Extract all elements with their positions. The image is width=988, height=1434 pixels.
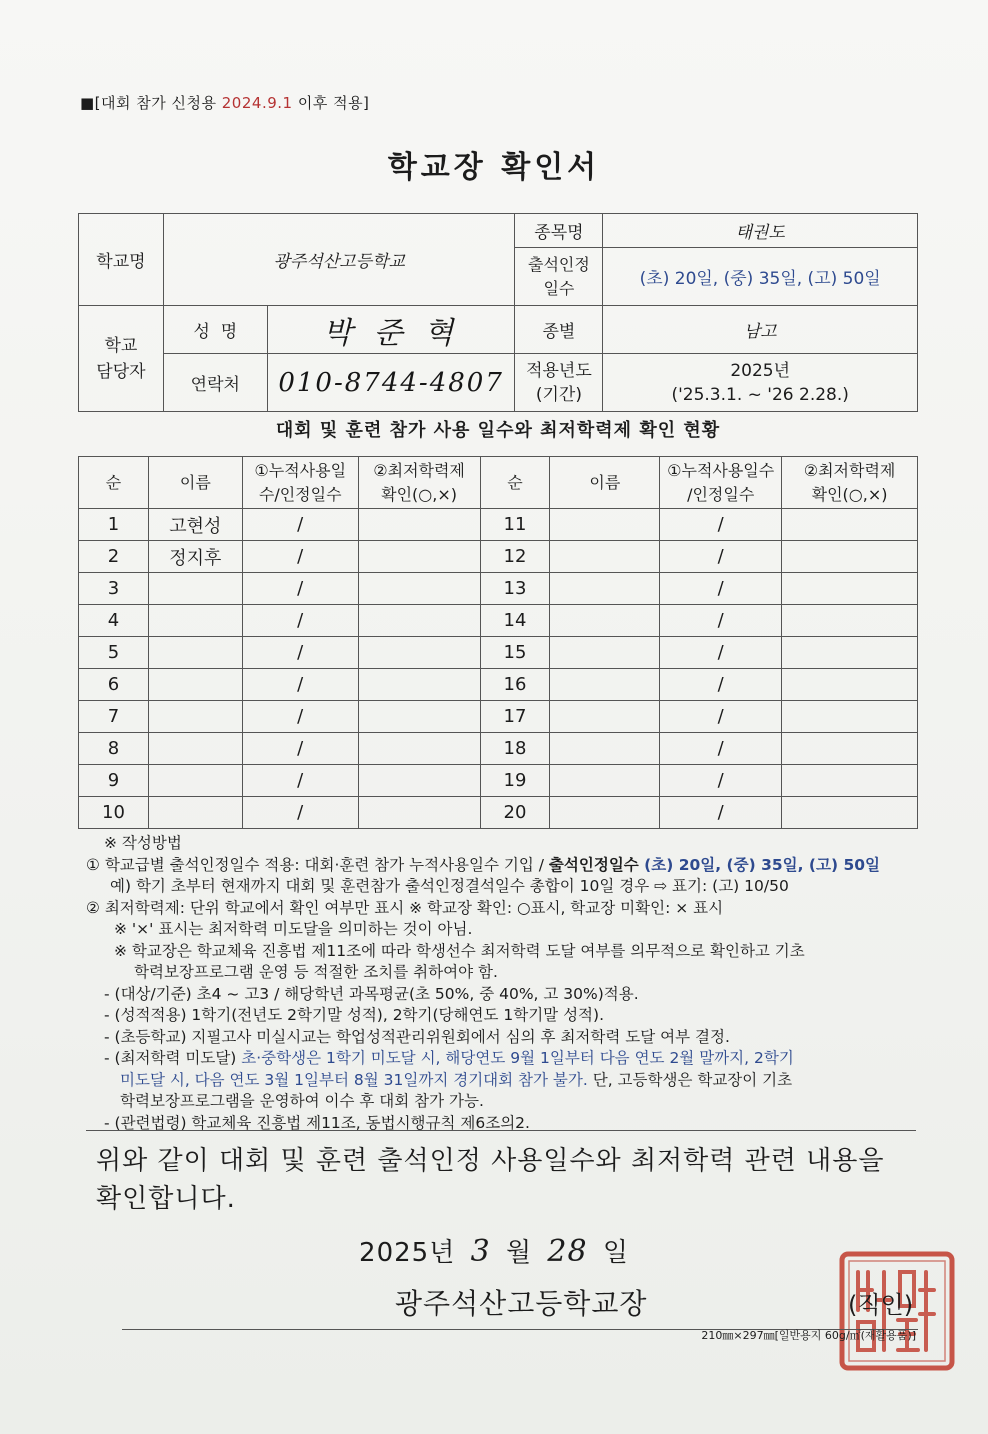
row-name <box>550 605 660 637</box>
row-no: 6 <box>79 669 149 701</box>
row-check <box>782 765 918 797</box>
row-days: / <box>660 701 782 733</box>
note-detail-grades: - (성적적용) 1학기(전년도 2학기말 성적), 2학기(당해연도 1학기말 성적). <box>104 1006 604 1024</box>
note-1-bold: 출석인정일수 <box>548 855 645 874</box>
row-no: 16 <box>480 669 550 701</box>
row-check <box>358 797 480 829</box>
row-days: / <box>242 701 358 733</box>
row-name <box>550 701 660 733</box>
divider <box>86 1130 916 1131</box>
row-no: 20 <box>480 797 550 829</box>
row-name <box>148 733 242 765</box>
header-note-prefix: ■[대회 참가 신청용 <box>80 94 222 112</box>
note-1 <box>86 855 916 877</box>
date-month-unit: 월 <box>505 1238 533 1268</box>
school-value: 광주석산고등학교 <box>163 214 515 306</box>
row-name: 정지후 <box>148 541 242 573</box>
table-row <box>79 509 918 541</box>
header-note-suffix: 이후 적용] <box>292 94 370 112</box>
row-days: / <box>242 733 358 765</box>
row-check <box>358 605 480 637</box>
row-check <box>358 541 480 573</box>
row-no: 4 <box>79 605 149 637</box>
table-row <box>79 573 918 605</box>
row-no: 7 <box>79 701 149 733</box>
event-label: 종목명 <box>515 214 603 248</box>
category-value: 남고 <box>603 306 918 354</box>
row-no: 15 <box>480 637 550 669</box>
row-no: 9 <box>79 765 149 797</box>
row-check <box>358 637 480 669</box>
row-check <box>782 605 918 637</box>
roster-title: 대회 및 훈련 참가 사용 일수와 최저학력제 확인 현황 <box>275 420 721 441</box>
roster-table <box>78 456 918 829</box>
row-name <box>550 733 660 765</box>
row-name: 고현성 <box>148 509 242 541</box>
col-name-header: 이름 <box>550 457 660 509</box>
event-value: 태권도 <box>603 214 918 248</box>
row-check <box>782 797 918 829</box>
col-check-header: ②최저학력제 확인(○,×) <box>782 457 918 509</box>
row-days: / <box>242 765 358 797</box>
date-month: 3 <box>470 1234 491 1269</box>
row-days: / <box>242 541 358 573</box>
row-days: / <box>660 637 782 669</box>
row-check <box>358 733 480 765</box>
row-check <box>782 637 918 669</box>
row-no: 8 <box>79 733 149 765</box>
row-no: 14 <box>480 605 550 637</box>
row-name <box>550 797 660 829</box>
category-label: 종별 <box>515 306 603 354</box>
document-title: 학교장 확인서 <box>387 150 601 185</box>
row-name <box>148 701 242 733</box>
row-check <box>782 573 918 605</box>
col-days-header: ①누적사용일수 /인정일수 <box>660 457 782 509</box>
notes-heading: ※ 작성방법 <box>104 834 182 852</box>
name-label: 성 명 <box>163 306 267 354</box>
row-name <box>148 605 242 637</box>
note-detail-minimum-cont <box>86 1070 916 1092</box>
header-note-date: 2024.9.1 <box>221 94 293 112</box>
note-detail-minimum <box>86 1048 916 1070</box>
row-days: / <box>660 765 782 797</box>
note-detail-elementary: - (초등학교) 지필고사 미실시교는 학업성적관리위원회에서 심의 후 최저학력 도달 여부 결정. <box>104 1027 730 1046</box>
row-days: / <box>660 669 782 701</box>
info-table <box>78 213 918 412</box>
date-year: 2025년 <box>359 1238 456 1268</box>
row-check <box>358 669 480 701</box>
note-1-example: 예) 학기 초부터 현재까지 대회 및 훈련참가 출석인정결석일수 총합이 10일 경우 ⇨ 표기: (고) 10/50 <box>110 877 789 895</box>
row-check <box>782 733 918 765</box>
name-signature: 박 준 혁 <box>323 315 460 351</box>
table-row <box>79 765 918 797</box>
row-days: / <box>660 573 782 605</box>
row-no: 3 <box>79 573 149 605</box>
row-days: / <box>242 669 358 701</box>
row-name <box>148 637 242 669</box>
table-row <box>79 637 918 669</box>
table-row <box>79 541 918 573</box>
contact-label: 연락처 <box>163 354 267 412</box>
date-day-unit: 일 <box>602 1238 629 1268</box>
row-days: / <box>660 733 782 765</box>
row-name <box>550 765 660 797</box>
note-detail-minimum-label: - (최저학력 미도달) <box>104 1049 242 1067</box>
confirm-statement: 위와 같이 대회 및 훈련 출석인정 사용일수와 최저학력 관련 내용을 확인합니다. <box>96 1146 885 1214</box>
row-no: 13 <box>480 573 550 605</box>
row-days: / <box>660 509 782 541</box>
row-no: 17 <box>480 701 550 733</box>
row-no: 19 <box>480 765 550 797</box>
note-detail-law: - (관련법령) 학교체육 진흥법 제11조, 동법시행규칙 제6조의2. <box>104 1113 530 1132</box>
notes-section <box>86 833 916 1134</box>
row-days: / <box>660 541 782 573</box>
row-name <box>550 541 660 573</box>
note-2: ② 최저학력제: 단위 학교에서 확인 여부만 표시 ※ 학교장 확인: ○표시, 학교장 미확인: × 표시 <box>86 898 724 917</box>
row-check <box>358 573 480 605</box>
table-row <box>79 733 918 765</box>
note-detail-minimum-rule: 초·중학생은 1학기 미도달 시, 해당연도 9월 1일부터 다음 연도 2월 말까지, 2학기 <box>241 1049 794 1067</box>
row-name <box>148 573 242 605</box>
row-check <box>782 701 918 733</box>
row-no: 12 <box>480 541 550 573</box>
seal-label: (직인) <box>848 1291 914 1319</box>
row-check <box>358 701 480 733</box>
note-2-x: ※ '×' 표시는 최저학력 미도달을 의미하는 것이 아님. <box>114 920 473 938</box>
attendance-value: (초) 20일, (중) 35일, (고) 50일 <box>603 248 918 306</box>
row-days: / <box>242 573 358 605</box>
year-label: 적용년도 (기간) <box>515 354 603 412</box>
row-check <box>358 509 480 541</box>
year-period: ('25.3.1. ~ '26 2.28.) <box>671 384 849 405</box>
row-no: 11 <box>480 509 550 541</box>
row-no: 10 <box>79 797 149 829</box>
row-name <box>148 669 242 701</box>
col-no-header: 순 <box>480 457 550 509</box>
header-note <box>80 92 369 113</box>
school-label: 학교명 <box>79 214 164 306</box>
paper-spec: 210㎜×297㎜[일반용지 60g/㎡(재활용품)] <box>701 1329 916 1342</box>
col-name-header: 이름 <box>148 457 242 509</box>
row-check <box>782 669 918 701</box>
note-detail-minimum-exception: 단, 고등학생은 학교장이 기초 <box>587 1070 793 1089</box>
principal-title: 광주석산고등학교장 <box>395 1287 648 1320</box>
row-no: 2 <box>79 541 149 573</box>
note-1-text: ① 학교급별 출석인정일수 적용: 대회·훈련 참가 누적사용일수 기입 / <box>86 855 549 874</box>
col-check-header: ②최저학력제 확인(○,×) <box>358 457 480 509</box>
row-name <box>550 573 660 605</box>
row-name <box>148 765 242 797</box>
date-day: 28 <box>547 1234 588 1269</box>
row-days: / <box>242 605 358 637</box>
table-row <box>79 797 918 829</box>
manager-label: 학교 담당자 <box>79 306 164 412</box>
note-1-values: (초) 20일, (중) 35일, (고) 50일 <box>644 855 880 874</box>
row-name <box>148 797 242 829</box>
row-name <box>550 669 660 701</box>
row-name <box>550 509 660 541</box>
row-days: / <box>242 797 358 829</box>
row-no: 18 <box>480 733 550 765</box>
note-2-principal-cont: 학력보장프로그램 운영 등 적절한 조치를 취하여야 함. <box>134 963 498 981</box>
note-detail-minimum-rule-cont: 미도달 시, 다음 연도 3월 1일부터 8월 31일까지 경기대회 참가 불가. <box>120 1070 588 1089</box>
table-row <box>79 669 918 701</box>
row-days: / <box>242 637 358 669</box>
note-detail-minimum-end: 학력보장프로그램을 운영하여 이수 후 대회 참가 가능. <box>120 1092 484 1110</box>
row-check <box>358 765 480 797</box>
col-no-header: 순 <box>79 457 149 509</box>
attendance-label: 출석인정 일수 <box>515 248 603 306</box>
row-check <box>782 541 918 573</box>
row-days: / <box>242 509 358 541</box>
row-check <box>782 509 918 541</box>
year-value: 2025년 <box>730 360 791 381</box>
note-2-principal: ※ 학교장은 학교체육 진흥법 제11조에 따라 학생선수 최저학력 도달 여부를 의무적으로 확인하고 기초 <box>114 941 805 960</box>
table-row <box>79 605 918 637</box>
row-no: 5 <box>79 637 149 669</box>
row-name <box>550 637 660 669</box>
row-days: / <box>660 797 782 829</box>
note-detail-target: - (대상/기준) 초4 ~ 고3 / 해당학년 과목평균(초 50%, 중 40%, 고 30%)적용. <box>104 984 639 1003</box>
contact-value: 010-8744-4807 <box>278 367 504 398</box>
col-days-header: ①누적사용일 수/인정일수 <box>242 457 358 509</box>
row-no: 1 <box>79 509 149 541</box>
table-row <box>79 701 918 733</box>
row-days: / <box>660 605 782 637</box>
